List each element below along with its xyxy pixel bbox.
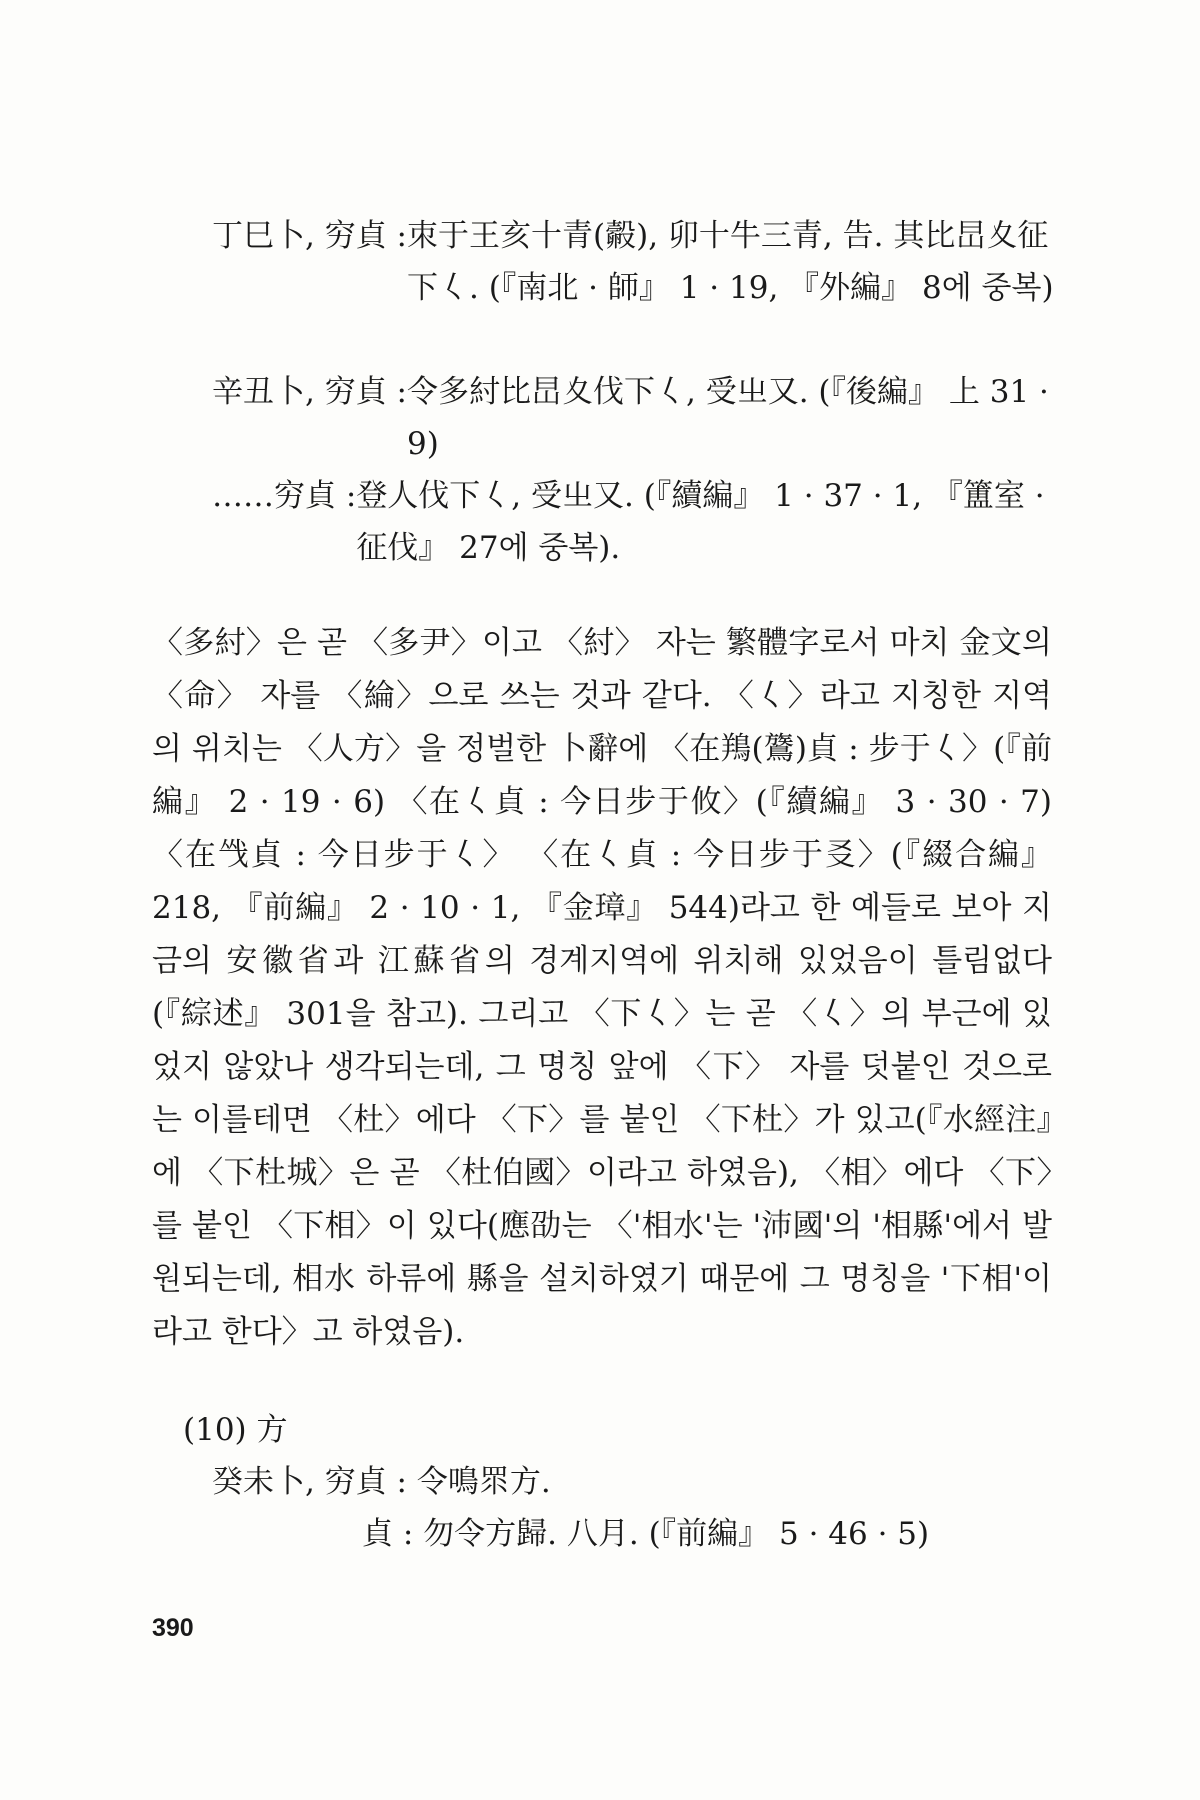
inscription-prefix: 辛丑卜, 穷貞 : xyxy=(212,374,408,410)
page-number: 390 xyxy=(152,1614,194,1642)
inscription-prefix: 丁巳卜, 穷貞 : xyxy=(212,218,408,254)
body-paragraph: 〈多紂〉은 곧 〈多尹〉이고 〈紂〉 자는 繁體字로서 마치 金文의 〈命〉 자를 〈綸〉으로 쓰는 것과 같다. 〈𡿨〉라고 지칭한 지역의 위치는 〈人方〉을 정벌한 卜辭에 〈在鴹(鷟)貞 : 步于𡿨〉(『前編』 2 · 19 · 6) 〈在𡿨貞 : 今日步于攸〉(『續編』 3 · 30 · 7) 〈在㦰貞 : 今日步于𡿨〉 〈在𡿨貞 : 今日步于㕛〉(『綴合編』 218, 『前編』 2 · 10 · 1, 『金璋』 544)라고 한 예들로 보아 지금의 安徽省과 江蘇省의 경계지역에 위치해 있었음이 틀림없다(『綜述』 301을 참고). 그리고 〈下𡿨〉는 곧 〈𡿨〉의 부근에 있었지 않았나 생각되는데, 그 명칭 앞에 〈下〉 자를 덧붙인 것으로는 이를테면 〈杜〉에다 〈下〉를 붙인 〈下杜〉가 있고(『水經注』에 〈下杜城〉은 곧 〈杜伯國〉이라고 하였음), 〈相〉에다 〈下〉를 붙인 〈下相〉이 있다(應劭는 〈'相水'는 '沛國'의 '相縣'에서 발원되는데, 相水 하류에 縣을 설치하였기 때문에 그 명칭을 '下相'이라고 한다〉고 하였음). xyxy=(152,625,1052,1350)
section-line-1: 癸未卜, 穷貞 : 令鳴眔方. xyxy=(212,1464,551,1500)
inscription-3 xyxy=(212,470,1072,574)
inscription-body: 登人伐下𡿨, 受㞢又. (『續編』 1 · 37 · 1, 『簠室 · 征伐』 27에 중복). xyxy=(356,478,1045,566)
section-line-2: 貞 : 勿令方歸. 八月. (『前編』 5 · 46 · 5) xyxy=(362,1516,930,1552)
inscription-prefix: ……穷貞 : xyxy=(212,478,357,514)
inscription-body: 令多紂比旵夊伐下𡿨, 受㞢又. (『後編』 上 31 · 9) xyxy=(407,374,1049,462)
inscription-1 xyxy=(212,210,1072,314)
section-heading: (10) 方 xyxy=(183,1412,288,1448)
inscription-2 xyxy=(212,366,1072,470)
inscription-body: 朿于王亥十青(㲉), 卯十牛三青, 告. 其比旵夊征下𡿨. (『南北 · 師』 1 · 19, 『外編』 8에 중복) xyxy=(407,218,1054,306)
